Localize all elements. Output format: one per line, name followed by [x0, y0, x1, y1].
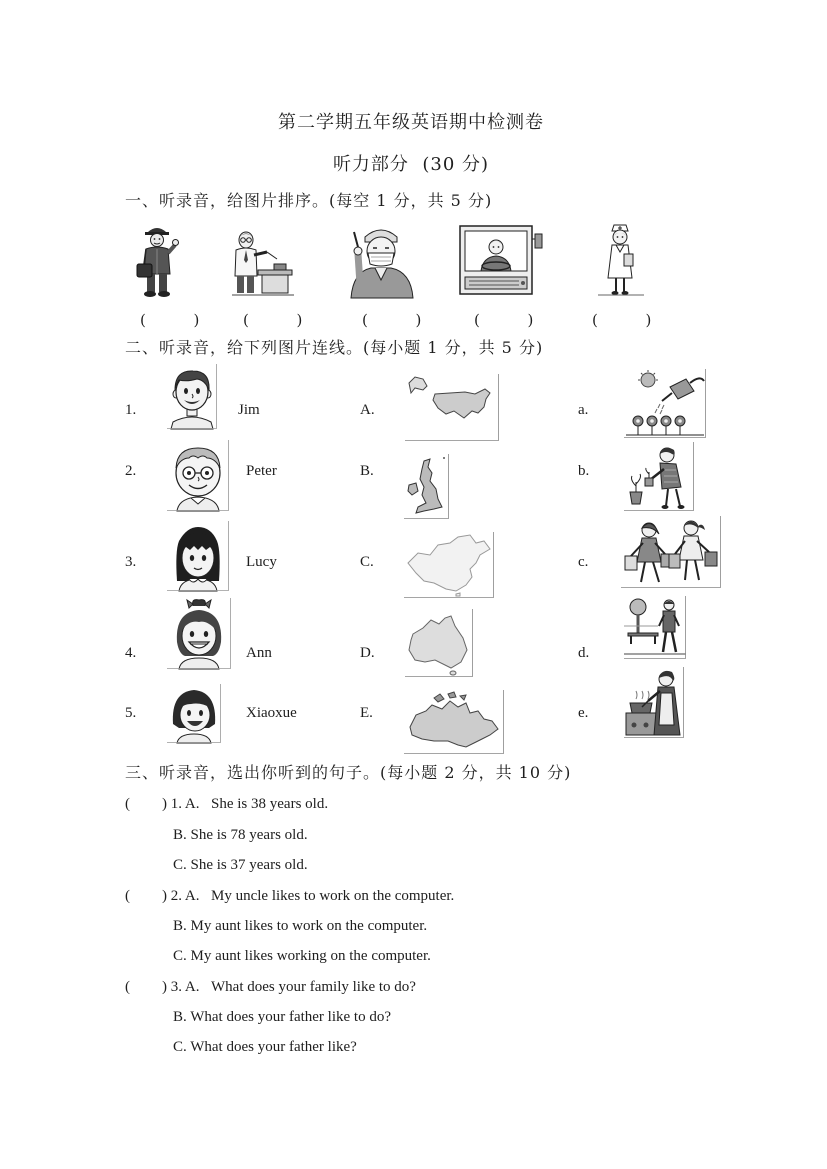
activity-letter: d. — [578, 645, 590, 661]
country-letter: D. — [360, 645, 375, 661]
lucy-face-picture — [167, 521, 229, 591]
order-blank-1: ( ) — [140, 311, 200, 329]
exam-title: 第二学期五年级英语期中检测卷 — [278, 112, 544, 133]
walking-park-picture — [624, 596, 686, 659]
question-number: ) 3. A. — [162, 979, 200, 995]
ann-face-picture — [167, 598, 231, 669]
country-letter: A. — [360, 402, 375, 418]
option-a: My uncle likes to work on the computer. — [211, 888, 455, 904]
question-number: ) 1. A. — [162, 796, 200, 812]
gardening-picture — [624, 442, 694, 511]
question-number: ) 2. A. — [162, 888, 200, 904]
row-number: 1. — [125, 402, 137, 418]
cooking-picture — [624, 667, 684, 738]
activity-letter: e. — [578, 705, 589, 721]
jim-face-picture — [167, 364, 217, 429]
china-map-picture — [404, 532, 494, 598]
order-blank-2: ( ) — [243, 311, 303, 329]
xiaoxue-face-picture — [167, 684, 221, 743]
row-number: 3. — [125, 554, 137, 570]
bus-driver-picture — [459, 225, 543, 296]
section2-heading: 二、听录音，给下列图片连线。(每小题 1 分，共 5 分) — [125, 338, 544, 357]
canada-map-picture — [404, 690, 504, 754]
name-label: Peter — [246, 463, 277, 479]
activity-letter: a. — [578, 402, 589, 418]
option-b: B. What does your father like to do? — [173, 1009, 391, 1025]
activity-letter: c. — [578, 554, 589, 570]
section-part-title: 听力部分 (30 分) — [332, 154, 490, 175]
section1-heading: 一、听录音，给图片排序。(每空 1 分，共 5 分) — [125, 191, 493, 210]
name-label: Ann — [246, 645, 272, 661]
shopping-picture — [621, 516, 721, 588]
watering-flowers-picture — [624, 369, 706, 438]
order-blank-4: ( ) — [474, 311, 534, 329]
answer-bracket-open: ( — [125, 979, 130, 995]
answer-bracket-open: ( — [125, 796, 130, 812]
section3-heading: 三、听录音，选出你听到的句子。(每小题 2 分，共 10 分) — [125, 763, 572, 782]
row-number: 2. — [125, 463, 137, 479]
row-number: 4. — [125, 645, 137, 661]
country-letter: B. — [360, 463, 374, 479]
answer-bracket-open: ( — [125, 888, 130, 904]
nurse-picture — [594, 222, 648, 298]
country-letter: C. — [360, 554, 374, 570]
option-b: B. She is 78 years old. — [173, 827, 308, 843]
row-number: 5. — [125, 705, 137, 721]
order-blank-3: ( ) — [362, 311, 422, 329]
name-label: Jim — [238, 402, 260, 418]
peter-face-picture — [167, 440, 229, 511]
uk-map-picture — [404, 454, 449, 519]
option-a: What does your family like to do? — [211, 979, 416, 995]
doctor-picture — [349, 222, 414, 298]
country-letter: E. — [360, 705, 373, 721]
postman-picture — [133, 222, 180, 299]
name-label: Lucy — [246, 554, 277, 570]
australia-map-picture — [405, 609, 473, 677]
option-b: B. My aunt likes to work on the computer. — [173, 918, 428, 934]
option-c: C. What does your father like? — [173, 1039, 357, 1055]
usa-map-picture — [405, 374, 499, 441]
option-a: She is 38 years old. — [211, 796, 329, 812]
option-c: C. She is 37 years old. — [173, 857, 308, 873]
order-blank-5: ( ) — [592, 311, 652, 329]
teacher-picture — [232, 226, 294, 297]
option-c: C. My aunt likes working on the computer. — [173, 948, 431, 964]
name-label: Xiaoxue — [246, 705, 297, 721]
activity-letter: b. — [578, 463, 590, 479]
